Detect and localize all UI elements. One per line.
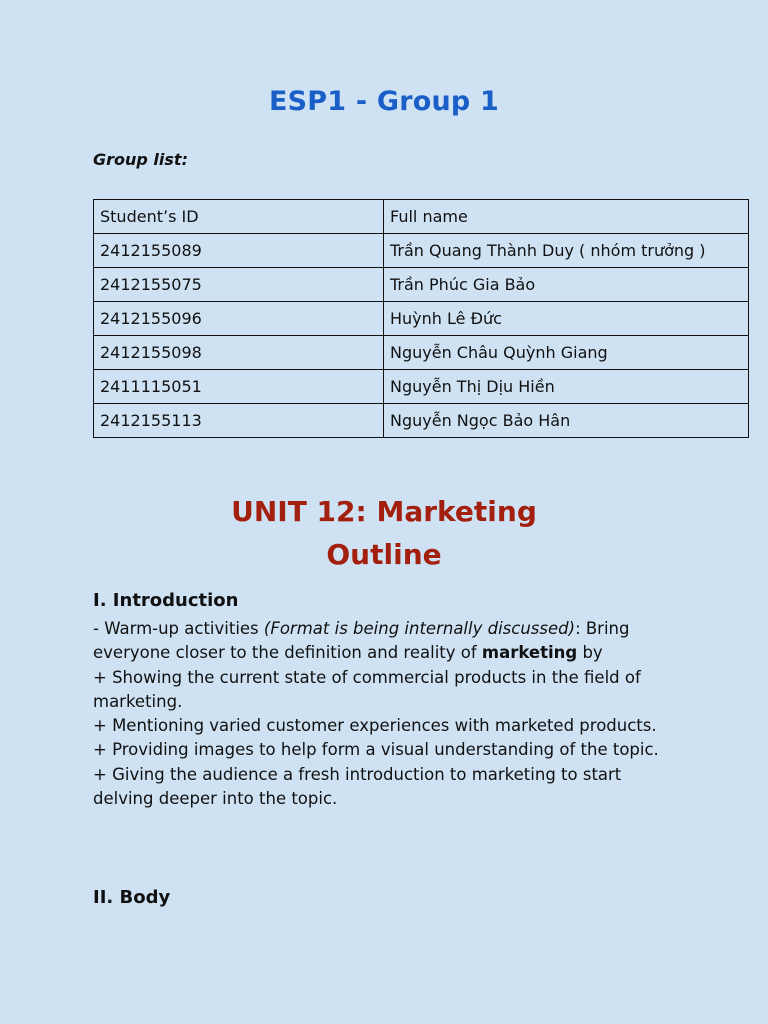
table-header-row — [94, 200, 749, 234]
table-row — [94, 370, 749, 404]
list-item: + Mentioning varied customer experiences with marketed products. — [93, 716, 657, 736]
student-id-cell: 2412155113 — [94, 404, 384, 438]
full-name-cell: Nguyễn Thị Dịu Hiền — [384, 370, 749, 404]
column-header-student-id: Student’s ID — [94, 200, 384, 234]
group-list-label: Group list: — [93, 150, 188, 169]
full-name-cell: Huỳnh Lê Đức — [384, 302, 749, 336]
column-header-full-name: Full name — [384, 200, 749, 234]
table-row — [94, 234, 749, 268]
warmup-paragraph — [93, 617, 683, 666]
table-row — [94, 302, 749, 336]
warmup-end: by — [577, 643, 603, 663]
warmup-suffix: : Bring everyone closer to the definition and reality of — [93, 619, 630, 663]
full-name-cell: Trần Phúc Gia Bảo — [384, 268, 749, 302]
body-heading: II. Body — [93, 887, 171, 908]
full-name-cell: Nguyễn Ngọc Bảo Hân — [384, 404, 749, 438]
introduction-heading: I. Introduction — [93, 590, 239, 611]
group-members-table — [93, 199, 749, 438]
warmup-prefix: - Warm-up activities — [93, 619, 264, 638]
list-item: + Providing images to help form a visual understanding of the topic. — [93, 740, 659, 760]
warmup-note: (Format is being internally discussed) — [263, 619, 576, 638]
student-id-cell: 2411115051 — [94, 370, 384, 404]
unit-title-line2: Outline — [326, 538, 442, 571]
student-id-cell: 2412155096 — [94, 302, 384, 336]
table-row — [94, 268, 749, 302]
document-title: ESP1 - Group 1 — [268, 86, 500, 117]
full-name-cell: Nguyễn Châu Quỳnh Giang — [384, 336, 749, 370]
warmup-keyword: marketing — [481, 643, 578, 663]
list-item: + Giving the audience a fresh introduction to marketing to start delving deeper into the topic. — [93, 764, 622, 809]
table-row — [94, 404, 749, 438]
table-row — [94, 336, 749, 370]
unit-title-line1: UNIT 12: Marketing — [231, 495, 537, 528]
introduction-body — [93, 617, 683, 811]
student-id-cell: 2412155098 — [94, 336, 384, 370]
list-item: + Showing the current state of commercial products in the field of marketing. — [93, 667, 641, 711]
student-id-cell: 2412155075 — [94, 268, 384, 302]
unit-title — [0, 490, 768, 576]
student-id-cell: 2412155089 — [94, 234, 384, 268]
full-name-cell: Trần Quang Thành Duy ( nhóm trưởng ) — [384, 234, 749, 268]
